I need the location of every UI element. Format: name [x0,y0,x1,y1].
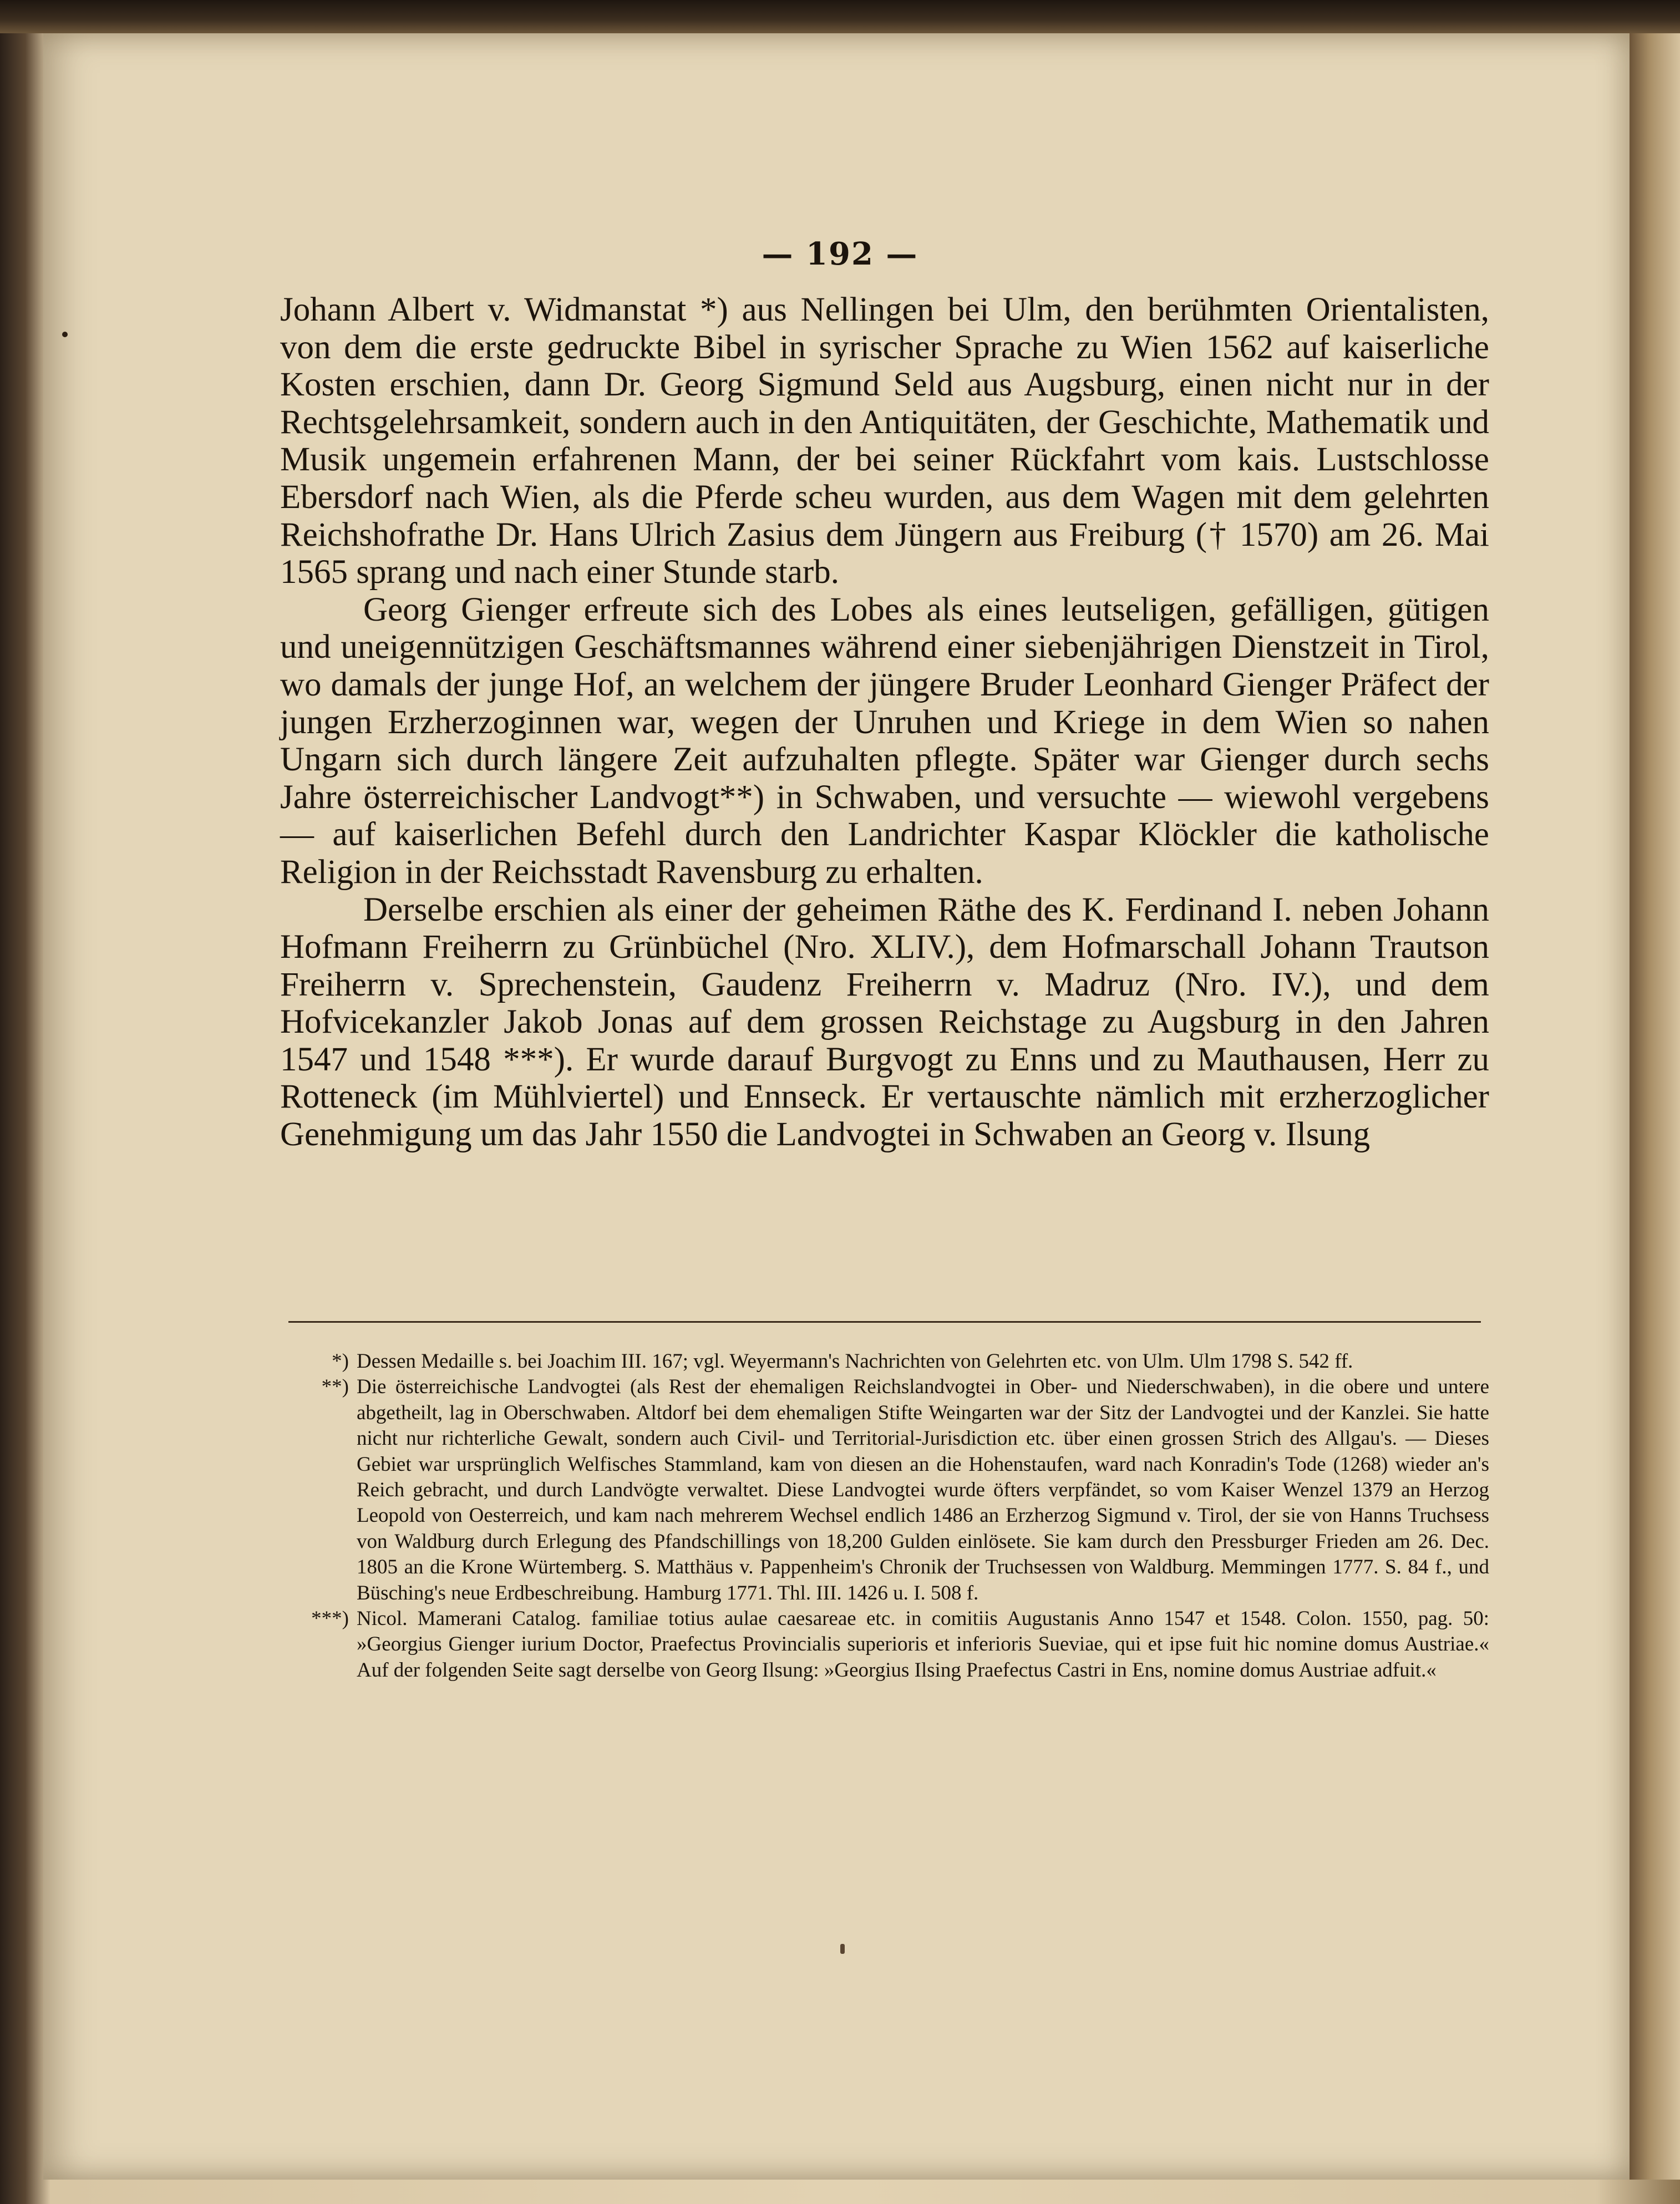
main-text [280,291,1489,1154]
margin-speck [62,332,68,337]
footnote-text: Nicol. Mamerani Catalog. familiae totius aulae caesareae etc. in comitiis Augustanis Anno 1547 et 1548. Colon. 1550, pag. 50: »Georgius Gienger iurium Doctor, Praefectus Provincialis superioris et inferioris Sueviae, qui et ipse fuit hic nomine domus Austriae.« Auf der folgenden Seite sagt derselbe von Georg Ilsung: »Georgius Ilsing Praefectus Castri in Ens, nomine domus Austriae adfuit.« [357,1607,1489,1682]
footnote-mark: ***) [311,1607,349,1631]
footnote-divider [288,1321,1481,1323]
footnote-text: Dessen Medaille s. bei Joachim III. 167; vgl. Weyermann's Nachrichten von Gelehrten etc. von Ulm. Ulm 1798 S. 542 ff. [357,1350,1353,1373]
footnote-3 [308,1606,1489,1683]
page-number: — 192 — [762,236,918,272]
footnotes [308,1349,1489,1683]
footnote-2 [308,1374,1489,1606]
bottom-speck [840,1944,845,1954]
paragraph-3: Derselbe erschien als einer der geheimen Räthe des K. Ferdinand I. neben Johann Hofmann Freiherrn zu Grünbüchel (Nro. XLIV.), dem Hofmarschall Johann Trautson Freiherrn v. Sprechenstein, Gaudenz Freiherrn v. Madruz (Nro. IV.), und dem Hofvicekanzler Jakob Jonas auf dem grossen Reichstage zu Augsburg in den Jahren 1547 und 1548 ***). Er wurde darauf Burgvogt zu Enns und zu Mauthausen, Herr zu Rotteneck (im Mühlviertel) und Ennseck. Er vertauschte nämlich mit erzherzoglicher Genehmigung um das Jahr 1550 die Landvogtei in Schwaben an Georg v. Ilsung [280,891,1489,1154]
paragraph-2: Georg Gienger erfreute sich des Lobes als eines leutseligen, gefälligen, gütigen und uneigennützigen Geschäftsmannes während einer siebenjährigen Dienstzeit in Tirol, wo damals der junge Hof, an welchem der jüngere Bruder Leonhard Gienger Präfect der jungen Erzherzoginnen war, wegen der Unruhen und Kriege in dem Wien so nahen Ungarn sich durch längere Zeit aufzuhalten pflegte. Später war Gienger durch sechs Jahre österreichischer Landvogt**) in Schwaben, und versuchte — wiewohl vergebens — auf kaiserlichen Befehl durch den Landrichter Kaspar Klöckler die katholische Religion in der Reichsstadt Ravensburg zu erhalten. [280,591,1489,891]
next-page-edge [1630,33,1680,2180]
footnote-mark: *) [332,1350,349,1373]
footnote-1 [308,1349,1489,1374]
footnote-mark: **) [321,1375,349,1399]
paragraph-1: Johann Albert v. Widmanstat *) aus Nellingen bei Ulm, den berühmten Orientalisten, von dem die erste gedruckte Bibel in syrischer Sprache zu Wien 1562 auf kaiserliche Kosten erschien, dann Dr. Georg Sigmund Seld aus Augsburg, einen nicht nur in der Rechtsgelehrsamkeit, sondern auch in den Antiquitäten, der Geschichte, Mathematik und Musik ungemein erfahrenen Mann, der bei seiner Rückfahrt vom kais. Lustschlosse Ebersdorf nach Wien, als die Pferde scheu wurden, aus dem Wagen mit dem gelehrten Reichshofrathe Dr. Hans Ulrich Zasius dem Jüngern aus Freiburg († 1570) am 26. Mai 1565 sprang und nach einer Stunde starb. [280,291,1489,591]
footnote-text: Die österreichische Landvogtei (als Rest der ehemaligen Reichslandvogtei in Ober- und Niederschwaben), in die obere und untere abgetheilt, lag in Oberschwaben. Altdorf bei dem ehemaligen Stifte Weingarten war der Sitz der Landvogtei und der Kanzlei. Sie hatte nicht nur richterliche Gewalt, sondern auch Civil- und Territorial-Jurisdiction etc. über einen grossen Strich des Allgau's. — Dieses Gebiet war ursprünglich Welfisches Stammland, kam von diesen an die Hohenstaufen, ward nach Konradin's Tode (1268) wieder an's Reich gebracht, und durch Landvögte verwaltet. Diese Landvogtei wurde öfters verpfändet, so vom Kaiser Wenzel 1379 an Herzog Leopold von Oesterreich, und kam nach mehrerem Wechsel endlich 1486 an Erzherzog Sigmund v. Tirol, der sie von Hanns Truchsess von Waldburg durch Erlegung des Pfandschillings von 18,200 Gulden einlösete. Sie kam durch den Pressburger Frieden am 26. Dec. 1805 an die Krone Würtemberg. S. Matthäus v. Pappenheim's Chronik der Truchsessen von Waldburg. Memmingen 1777. S. 84 f., und Büsching's neue Erdbeschreibung. Hamburg 1771. Thl. III. 1426 u. I. 508 f. [357,1375,1489,1604]
scan-top-edge [0,0,1680,33]
